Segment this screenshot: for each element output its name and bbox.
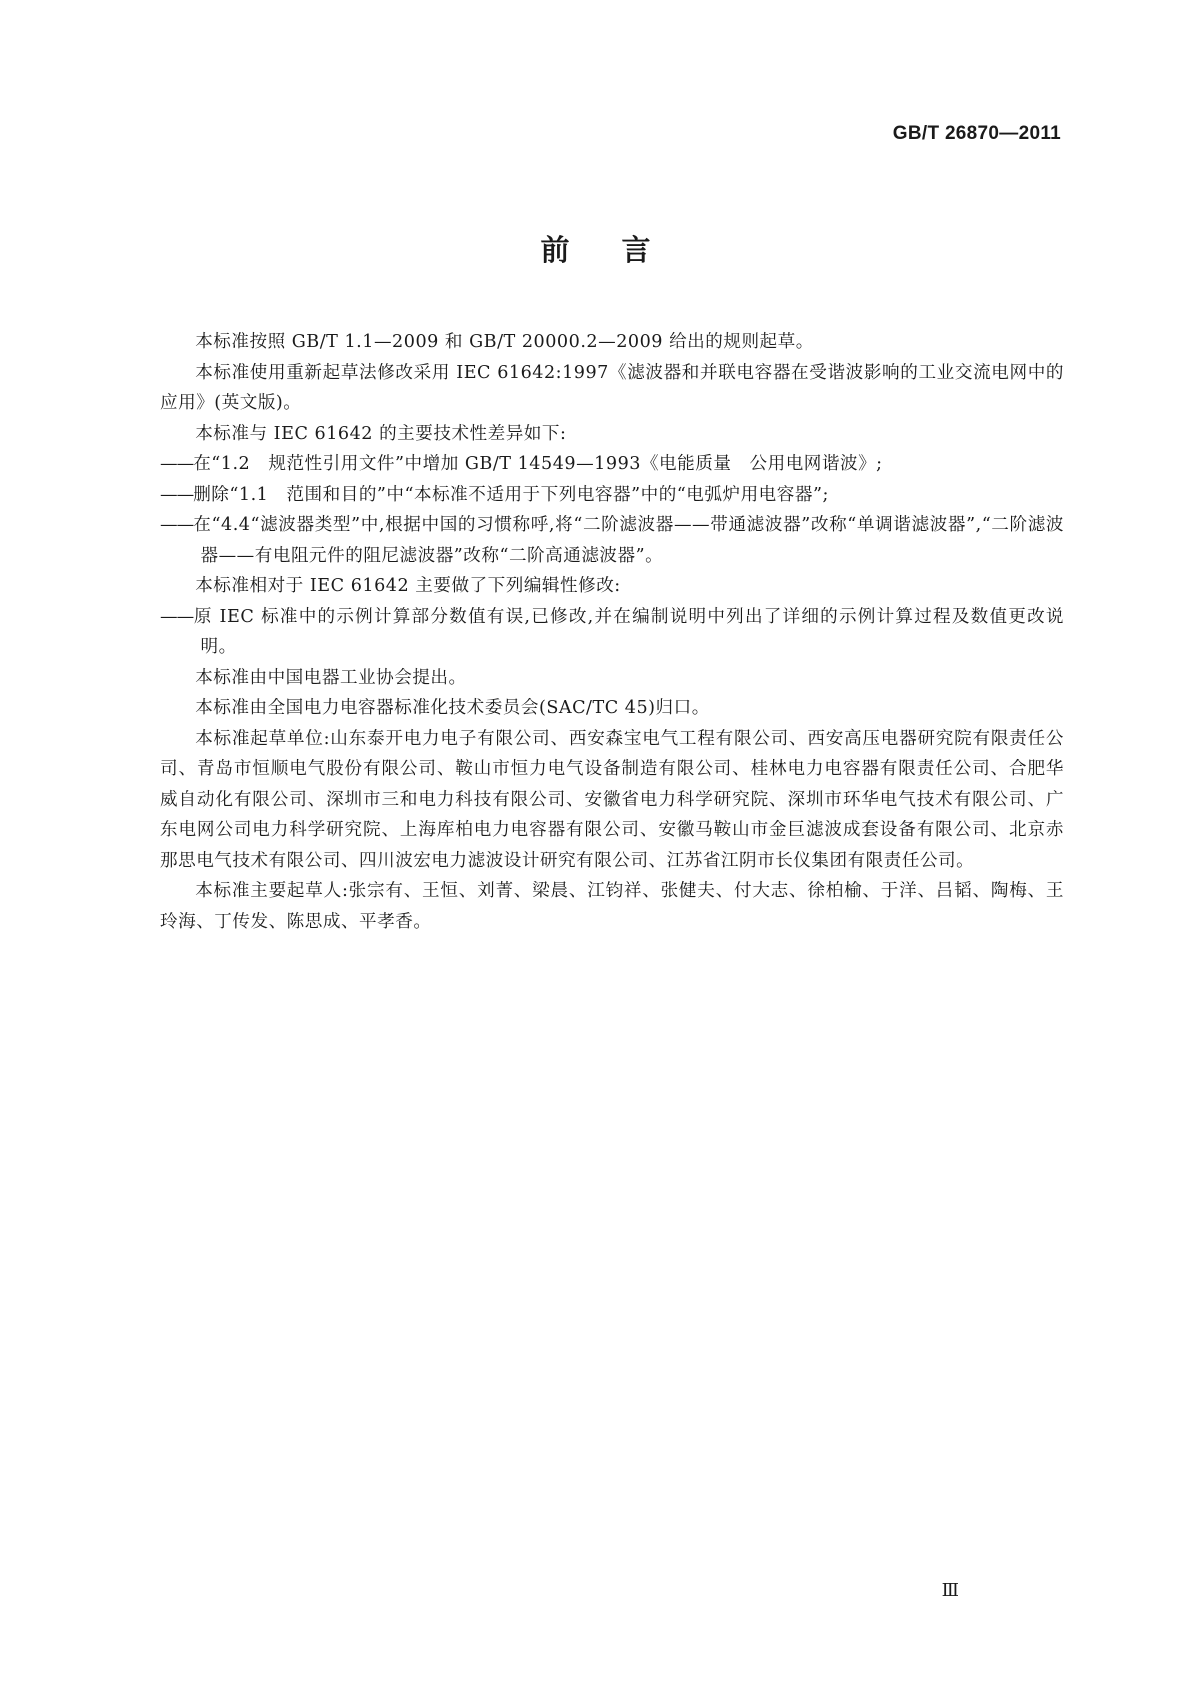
list-item-text: 删除“1.1 范围和目的”中“本标准不适用于下列电容器”中的“电弧炉用电容器”; [193, 484, 829, 505]
list-item [160, 480, 1064, 511]
list-dash: —— [160, 606, 194, 627]
paragraph-adoption: 本标准使用重新起草法修改采用 IEC 61642:1997《滤波器和并联电容器在受谐波影响的工业交流电网中的应用》(英文版)。 [160, 362, 1064, 413]
paragraph-proposer: 本标准由中国电器工业协会提出。 [195, 667, 467, 688]
list-dash: —— [160, 484, 194, 505]
paragraph-committee: 本标准由全国电力电容器标准化技术委员会(SAC/TC 45)归口。 [195, 698, 710, 718]
list-item [160, 510, 1064, 571]
paragraph-editorial-changes: 本标准相对于 IEC 61642 主要做了下列编辑性修改: [195, 576, 621, 596]
list-item-text: 在“1.2 规范性引用文件”中增加 GB/T 14549—1993《电能质量 公用电网谐波》; [193, 454, 883, 474]
page-title: 前言 [540, 233, 703, 267]
page-number: Ⅲ [941, 1580, 959, 1601]
paragraph-drafters: 本标准主要起草人:张宗有、王恒、刘菁、梁晨、江钧祥、张健夫、付大志、徐柏榆、于洋、吕韬、陶梅、王玲海、丁传发、陈思成、平孝香。 [160, 881, 1064, 932]
list-dash: —— [160, 454, 194, 474]
paragraph-drafting-rules: 本标准按照 GB/T 1.1—2009 和 GB/T 20000.2—2009 给出的规则起草。 [195, 332, 814, 352]
document-code: GB/T 26870—2011 [892, 123, 1061, 144]
list-item-text: 原 IEC 标准中的示例计算部分数值有误,已修改,并在编制说明中列出了详细的示例计算过程及数值更改说明。 [193, 606, 1064, 657]
paragraph-technical-differences: 本标准与 IEC 61642 的主要技术性差异如下: [195, 423, 567, 444]
list-item-text: 在“4.4“滤波器类型”中,根据中国的习惯称呼,将“二阶滤波器——带通滤波器”改称“单调谐滤波器”,“二阶滤波器——有电阻元件的阻尼滤波器”改称“二阶高通滤波器”。 [193, 515, 1064, 566]
list-dash: —— [160, 515, 194, 535]
paragraph-drafting-units: 本标准起草单位:山东泰开电力电子有限公司、西安森宝电气工程有限公司、西安高压电器研究院有限责任公司、青岛市恒顺电气股份有限公司、鞍山市恒力电气设备制造有限公司、桂林电力电容器有限责任公司、合肥华威自动化有限公司、深圳市三和电力科技有限公司、安徽省电力科学研究院、深圳市环华电气技术有限公司、广东电网公司电力科学研究院、上海库柏电力电容器有限公司、安徽马鞍山市金巨滤波成套设备有限公司、北京赤那思电气技术有限公司、四川波宏电力滤波设计研究有限公司、江苏省江阴市长仪集团有限责任公司。 [160, 728, 1064, 871]
document-body [160, 327, 1064, 937]
list-item [160, 449, 1064, 480]
list-item [160, 602, 1064, 663]
